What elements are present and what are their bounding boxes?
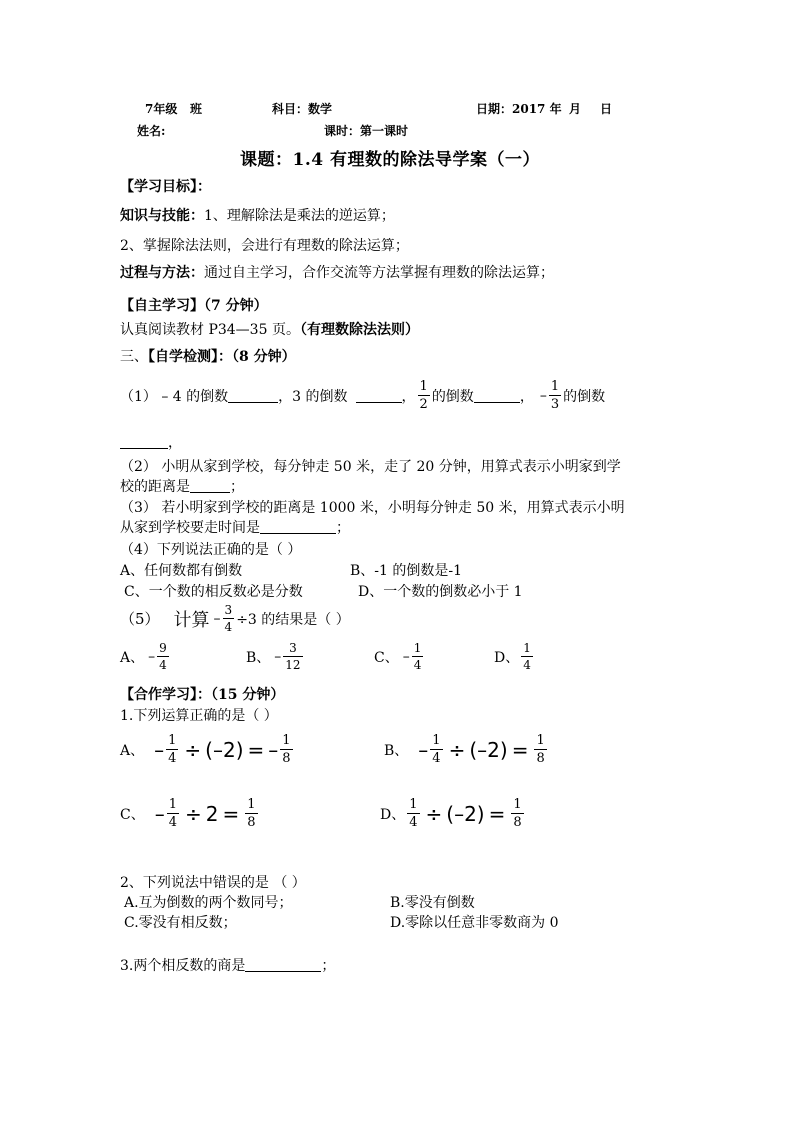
coop-q2-option-d[interactable]: D.零除以任意非零数商为 0	[390, 915, 559, 931]
header-name: 姓名:	[137, 124, 166, 138]
check-q5	[120, 604, 350, 633]
q1-blank-4[interactable]	[120, 434, 168, 449]
process-label: 过程与方法：	[120, 265, 204, 281]
q3-text: 从家到学校要走时间是	[120, 520, 260, 536]
q1-blank-3[interactable]	[474, 388, 520, 403]
coop-heading: 【合作学习】：（15 分钟）	[120, 687, 285, 703]
q1-blank-1[interactable]	[228, 388, 278, 403]
check-q3-line-1: （3） 若小明家到学校的距离是 1000 米，小明每分钟走 50 米，用算式表示小明	[120, 500, 625, 516]
self-study-text: 认真阅读教材 P34—35 页。	[120, 322, 300, 338]
page-title: 课题：1.4 有理数的除法导学案（一）	[240, 150, 540, 170]
check-q2-line-2	[120, 476, 244, 496]
header-month: 月	[569, 102, 582, 116]
coop-q2-option-a[interactable]: A.互为倒数的两个数同号；	[124, 895, 293, 911]
header-class: 班	[190, 102, 203, 116]
self-check-heading-line	[120, 346, 296, 366]
coop-q2-stem: 2、下列说法中错误的是 （ ）	[120, 875, 306, 891]
q5-option-c[interactable]: C、 – $\frac{1}{4}$	[374, 641, 422, 672]
q1-comma-2: ，	[519, 388, 534, 405]
q4-option-c[interactable]: C、一个数的相反数必是分数	[124, 584, 303, 600]
q1-comma-3: ，	[168, 435, 182, 451]
q1-minus: –	[539, 387, 547, 404]
coop-q1-option-d[interactable]: D、 $\frac{1}{4}$ ÷ (–2) = $\frac{1}{8}$	[380, 797, 522, 830]
coop-q3-blank[interactable]	[245, 957, 321, 972]
coop-q3	[120, 955, 335, 975]
knowledge-label: 知识与技能：	[120, 208, 204, 224]
self-study-text-bold: （有理数除法法则）	[299, 322, 419, 338]
q1-fraction-half: $\frac{1}{2}$	[419, 379, 428, 412]
check-q1-cont	[120, 432, 182, 452]
header-grade: 7年级	[145, 102, 178, 116]
q1-comma-1: ，	[401, 388, 416, 405]
q1-part-d: 的倒数	[563, 388, 606, 405]
header-subject: 科目：数学	[272, 102, 333, 116]
knowledge-text-1: 1、理解除法是乘法的逆运算；	[204, 208, 395, 224]
q5-stem-a: 计算	[173, 609, 210, 631]
q5-num: （5）	[120, 610, 160, 628]
q1-part-c: 的倒数	[431, 388, 474, 405]
knowledge-line-1	[120, 205, 395, 225]
self-study-heading: 【自主学习】（7 分钟）	[120, 298, 268, 314]
coop-q3-end: ；	[321, 958, 336, 974]
coop-q1-option-b[interactable]: B、 – $\frac{1}{4}$ ÷ (–2) = $\frac{1}{8}$	[384, 733, 545, 766]
q2-blank[interactable]	[190, 478, 230, 493]
coop-q2-option-b[interactable]: B.零没有倒数	[390, 895, 475, 911]
q3-semicolon: ；	[336, 520, 350, 536]
self-study-line	[120, 319, 419, 339]
q1-part-b: ，3 的倒数	[278, 388, 348, 405]
check-q1	[120, 380, 605, 411]
coop-q3-stem: 3.两个相反数的商是	[120, 958, 246, 974]
process-text: 通过自主学习，合作交流等方法掌握有理数的除法运算；	[204, 265, 554, 281]
check-q2-line-1: （2） 小明从家到学校，每分钟走 50 米，走了 20 分钟，用算式表示小明家到学	[120, 459, 621, 475]
q5-minus: –	[213, 610, 221, 627]
q1-part-a: （1） – 4 的倒数	[120, 388, 229, 405]
self-check-heading: 【自学检测】：（8 分钟）	[148, 349, 296, 365]
check-q3-line-2	[120, 517, 350, 537]
q5-option-d[interactable]: D、 $\frac{1}{4}$	[494, 641, 531, 672]
q3-blank[interactable]	[260, 519, 336, 534]
q4-option-d[interactable]: D、一个数的倒数必小于 1	[358, 584, 523, 600]
header-day: 日	[600, 102, 613, 116]
q5-stem-b: ÷3 的结果是（ ）	[236, 611, 350, 628]
coop-q2-option-c[interactable]: C.零没有相反数；	[124, 915, 237, 931]
coop-q1-option-a[interactable]: A、 – $\frac{1}{4}$ ÷ (–2) = – $\frac{1}{8}$	[120, 733, 291, 766]
q5-option-b[interactable]: B、 – $\frac{3}{12}$	[246, 641, 301, 672]
q1-fraction-third: $\frac{1}{3}$	[550, 379, 560, 412]
q4-option-b[interactable]: B、-1 的倒数是-1	[350, 563, 463, 579]
q5-fraction: $\frac{3}{4}$	[224, 603, 233, 634]
coop-q1-option-c[interactable]: C、 – $\frac{1}{4}$ ÷ 2 = $\frac{1}{8}$	[120, 797, 256, 830]
self-check-prefix: 三、	[120, 349, 148, 365]
q4-option-a[interactable]: A、任何数都有倒数	[120, 563, 243, 579]
coop-q1-stem: 1.下列运算正确的是（ ）	[120, 708, 278, 724]
goals-heading: 【学习目标】：	[120, 179, 211, 195]
q2-semicolon: ；	[230, 479, 244, 495]
q5-option-a[interactable]: A、 – $\frac{9}{4}$	[120, 641, 167, 672]
q1-blank-2[interactable]	[356, 388, 402, 403]
header-date: 日期：2017 年	[476, 102, 562, 116]
process-line	[120, 262, 554, 282]
header-period: 课时：第一课时	[324, 124, 409, 138]
q2-text: 校的距离是	[120, 479, 190, 495]
knowledge-line-2: 2、掌握除法法则，会进行有理数的除法运算；	[120, 238, 409, 254]
check-q4-stem: （4）下列说法正确的是（ ）	[120, 542, 302, 558]
